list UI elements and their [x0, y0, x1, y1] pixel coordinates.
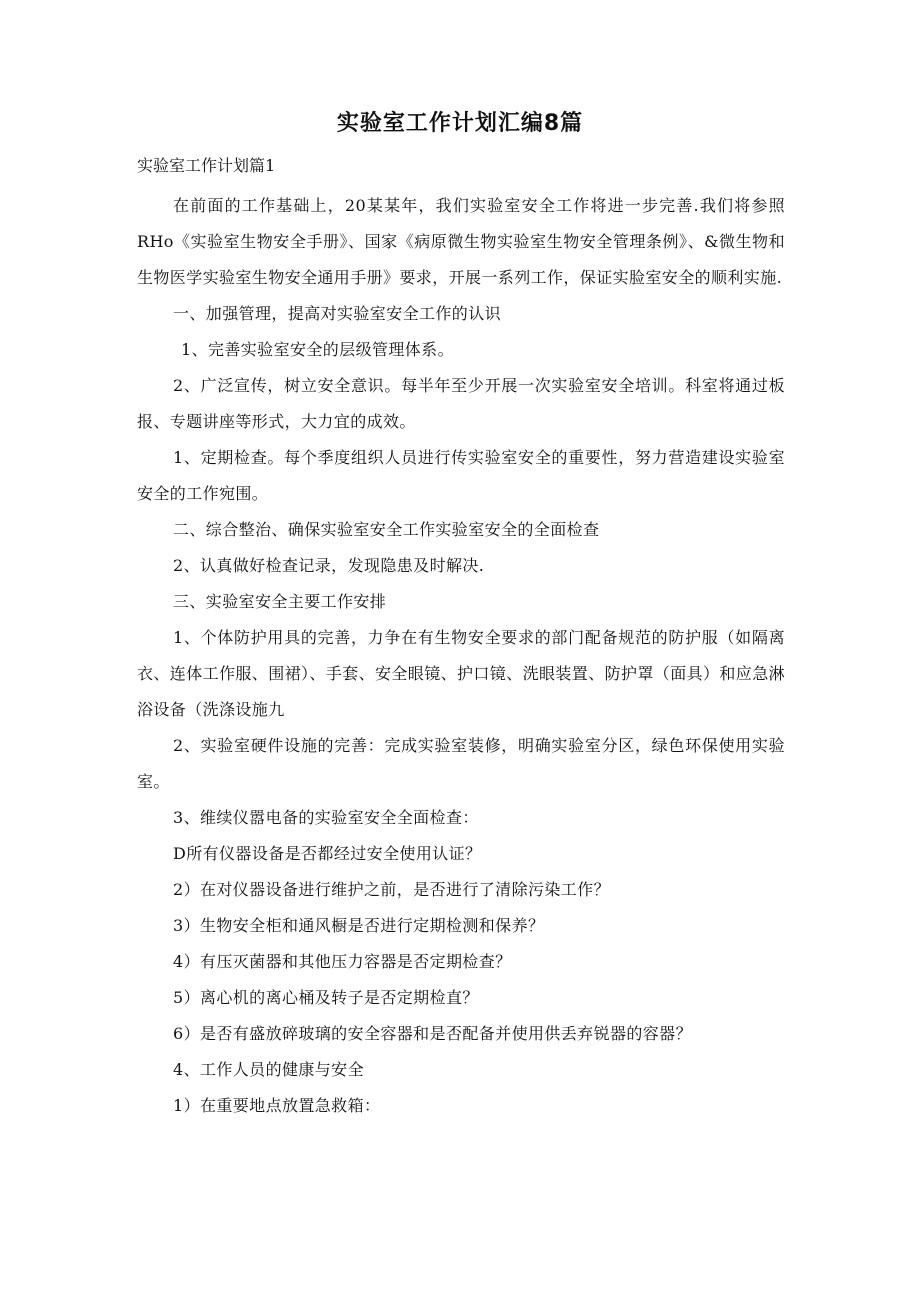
paragraph-item: 1、个体防护用具的完善，力争在有生物安全要求的部门配备规范的防护服（如隔离衣、连体工作服、围裙）、手套、安全眼镜、护口镜、洗眼装置、防护罩（面具）和应急淋浴设备（洗涤设施九: [137, 628, 786, 719]
paragraph-question: 2）在对仪器设备进行维护之前，是否进行了清除污染工作？: [173, 880, 610, 899]
document-body: [137, 188, 785, 1124]
paragraph-question: 5）离心机的离心桶及转子是否定期检直？: [173, 988, 479, 1007]
document-title: 实验室工作计划汇编8篇: [336, 111, 584, 136]
paragraph-item: 2、实验室硬件设施的完善：完成实验室装修，明确实验室分区，绿色环保使用实验室。: [137, 736, 785, 791]
section-subtitle: 实验室工作计划篇1: [137, 156, 276, 175]
paragraph-item: 1、完善实验室安全的层级管理体系。: [181, 340, 454, 359]
paragraph-heading-1: 一、加强管理，提高对实验室安全工作的认识: [173, 304, 502, 323]
paragraph-item: 1）在重要地点放置急救箱：: [173, 1096, 381, 1115]
paragraph-item: 2、广泛宣传，树立安全意识。每半年至少开展一次实验室安全培训。科室将通过板报、专题讲座等形式，大力宜的成效。: [137, 376, 785, 431]
paragraph-question: 4）有压灭菌器和其他压力容器是否定期检查？: [173, 952, 512, 971]
paragraph-item: 3、维续仪嚣电备的实验室安全全面检查：: [173, 808, 479, 827]
paragraph-intro: 在前面的工作基础上，20某某年，我们实验室安全工作将进一步完善.我们将参照RHo《实验室生物安全手册》、国家《病原微生物实验室生物安全管理条例》、&微生物和生物医学实验室生物安全通用手册》要求，开展一系列工作，保证实脸室安全的顺利实施.: [137, 196, 785, 287]
paragraph-heading-2: 二、综合整治、确保实验室安全工作实验室安全的全面检查: [173, 520, 600, 539]
paragraph-item: 2、认真做好检查记录，发现隐患及时解决.: [173, 556, 485, 575]
paragraph-question: 6）是否有盛放碎玻璃的安全容器和是否配备并使用供丢弃锐器的容器？: [173, 1024, 692, 1043]
paragraph-heading-3: 三、实验室安全主要工作安排: [173, 592, 387, 611]
paragraph-question: 3）生物安全柜和通风橱是否进行定期检测和保养？: [173, 916, 545, 935]
paragraph-item: 1、定期检查。每个季度组织人员进行传实验室安全的重要性，努力营造建设实验室安全的工作宛围。: [137, 448, 785, 503]
paragraph-item: 4、工作人员的健康与安全: [173, 1060, 364, 1079]
paragraph-question: D所有仪器设备是否都经过安全使用认证？: [173, 844, 482, 863]
